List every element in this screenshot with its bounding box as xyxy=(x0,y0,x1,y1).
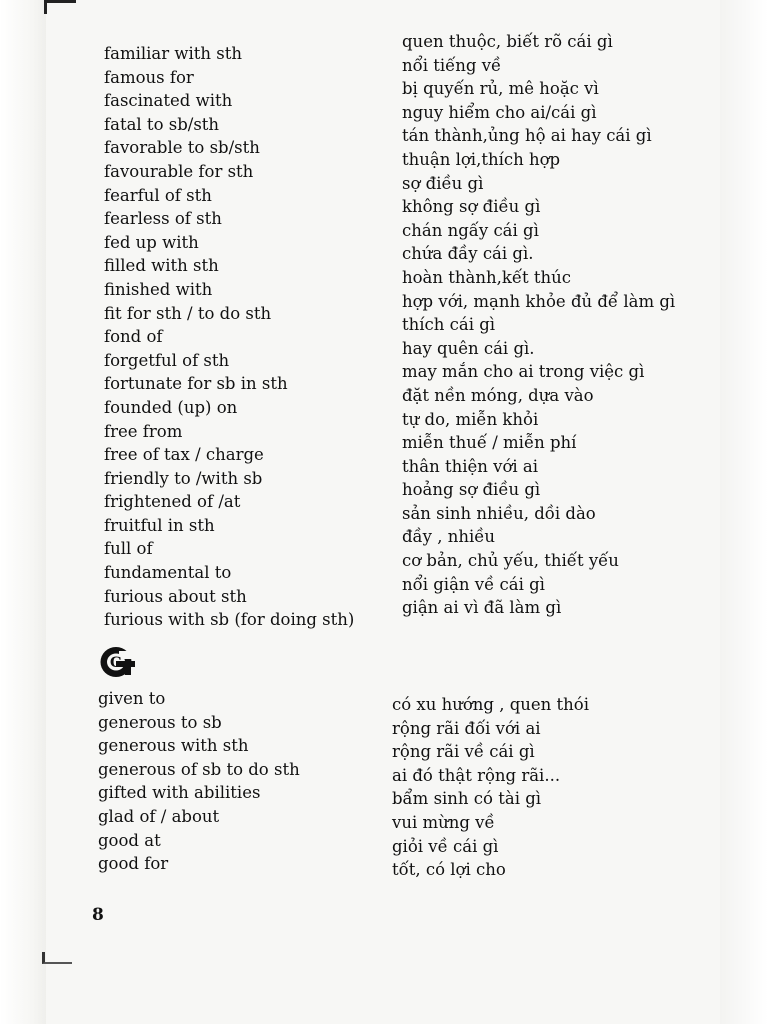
entry-phrase: furious about sth xyxy=(104,586,247,606)
entry-translation: giận ai vì đã làm gì xyxy=(402,598,562,618)
entry-translation: ai đó thật rộng rãi... xyxy=(392,765,561,785)
scan-crop-mark-top xyxy=(44,0,76,14)
entry-phrase: given to xyxy=(98,689,166,708)
entry-phrase: free of tax / charge xyxy=(104,445,264,465)
entry-translation: giỏi về cái gì xyxy=(392,836,499,856)
entry-translation: sợ điều gì xyxy=(402,173,484,193)
entry-phrase: glad of / about xyxy=(98,806,220,826)
g-english-column xyxy=(98,687,300,876)
entry-phrase: founded (up) on xyxy=(104,397,238,417)
entry-phrase: frightened of /at xyxy=(104,492,241,512)
entry-translation: tốt, có lợi cho xyxy=(392,860,506,880)
entry-translation: đầy , nhiều xyxy=(402,527,496,547)
entry-phrase: forgetful of sth xyxy=(104,350,230,370)
entry-phrase: fit for sth / to do sth xyxy=(104,303,272,323)
entry-translation: nổi tiếng về xyxy=(402,55,502,75)
entry-phrase: free from xyxy=(104,421,183,441)
entry-translation: nổi giận về cái gì xyxy=(402,574,545,594)
g-vietnamese-column xyxy=(392,693,589,882)
entry-phrase: furious with sb (for doing sth) xyxy=(104,610,355,630)
entry-translation: thân thiện với ai xyxy=(402,456,539,476)
entry-phrase: fed up with xyxy=(104,232,199,252)
entry-phrase: fruitful in sth xyxy=(104,515,215,535)
entry-translation: thích cái gì xyxy=(402,315,496,335)
entry-phrase: good at xyxy=(98,830,161,850)
section-letter-g-icon xyxy=(99,645,137,679)
entry-translation: chán ngấy cái gì xyxy=(402,220,539,240)
f-vietnamese-column xyxy=(402,30,675,620)
entry-phrase: generous to sb xyxy=(98,712,222,732)
entry-phrase: generous with sth xyxy=(98,736,249,756)
entry-phrase: filled with sth xyxy=(104,256,219,276)
entry-translation: sản sinh nhiều, dồi dào xyxy=(402,503,596,523)
entry-phrase: fearful of sth xyxy=(104,185,212,205)
entry-phrase: favorable to sb/sth xyxy=(104,138,260,158)
entry-phrase: finished with xyxy=(104,279,213,299)
entry-translation: rộng rãi đối với ai xyxy=(392,718,541,738)
entry-translation: bị quyến rủ, mê hoặc vì xyxy=(402,79,599,99)
entry-phrase: generous of sb to do sth xyxy=(98,759,300,779)
entry-translation: có xu hướng , quen thói xyxy=(392,695,590,714)
entry-translation: hoàn thành,kết thúc xyxy=(402,267,572,287)
entry-translation: hoảng sợ điều gì xyxy=(402,480,541,500)
entry-translation: đặt nền móng, dựa vào xyxy=(402,385,594,405)
entry-translation: không sợ điều gì xyxy=(402,197,541,217)
entry-translation: may mắn cho ai trong việc gì xyxy=(402,362,645,382)
entry-phrase: favourable for sth xyxy=(104,161,254,181)
entry-phrase: famous for xyxy=(104,67,194,87)
entry-translation: chứa đầy cái gì. xyxy=(402,244,534,264)
entry-phrase: fond of xyxy=(104,327,163,347)
entry-translation: vui mừng về xyxy=(392,812,495,832)
entry-translation: hay quên cái gì. xyxy=(402,338,535,358)
entry-phrase: full of xyxy=(104,539,153,559)
entry-phrase: fortunate for sb in sth xyxy=(104,374,288,394)
scan-left-margin xyxy=(0,0,46,1024)
entry-phrase: friendly to /with sb xyxy=(104,468,263,488)
entry-translation: quen thuộc, biết rõ cái gì xyxy=(402,32,613,51)
entry-translation: tán thành,ủng hộ ai hay cái gì xyxy=(402,126,652,146)
f-english-column xyxy=(104,42,354,632)
entry-phrase: good for xyxy=(98,854,169,874)
scan-crop-mark-bottom xyxy=(42,952,72,964)
scan-right-margin xyxy=(720,0,768,1024)
entry-translation: miễn thuế / miễn phí xyxy=(402,433,577,453)
entry-translation: tự do, miễn khỏi xyxy=(402,409,539,429)
entry-translation: cơ bản, chủ yếu, thiết yếu xyxy=(402,551,619,571)
entry-translation: nguy hiểm cho ai/cái gì xyxy=(402,102,597,122)
entry-translation: bẩm sinh có tài gì xyxy=(392,789,542,809)
entry-phrase: fearless of sth xyxy=(104,209,222,229)
entry-translation: rộng rãi về cái gì xyxy=(392,742,535,762)
entry-phrase: gifted with abilities xyxy=(98,783,261,803)
entry-phrase: fundamental to xyxy=(104,563,232,583)
page-number: 8 xyxy=(92,905,104,925)
entry-phrase: fascinated with xyxy=(104,91,233,111)
entry-translation: thuận lợi,thích hợp xyxy=(402,149,561,169)
entry-phrase: familiar with sth xyxy=(104,44,243,63)
section-letter-g: G xyxy=(110,655,122,671)
entry-phrase: fatal to sb/sth xyxy=(104,114,220,134)
entry-translation: hợp với, mạnh khỏe đủ để làm gì xyxy=(402,291,676,311)
